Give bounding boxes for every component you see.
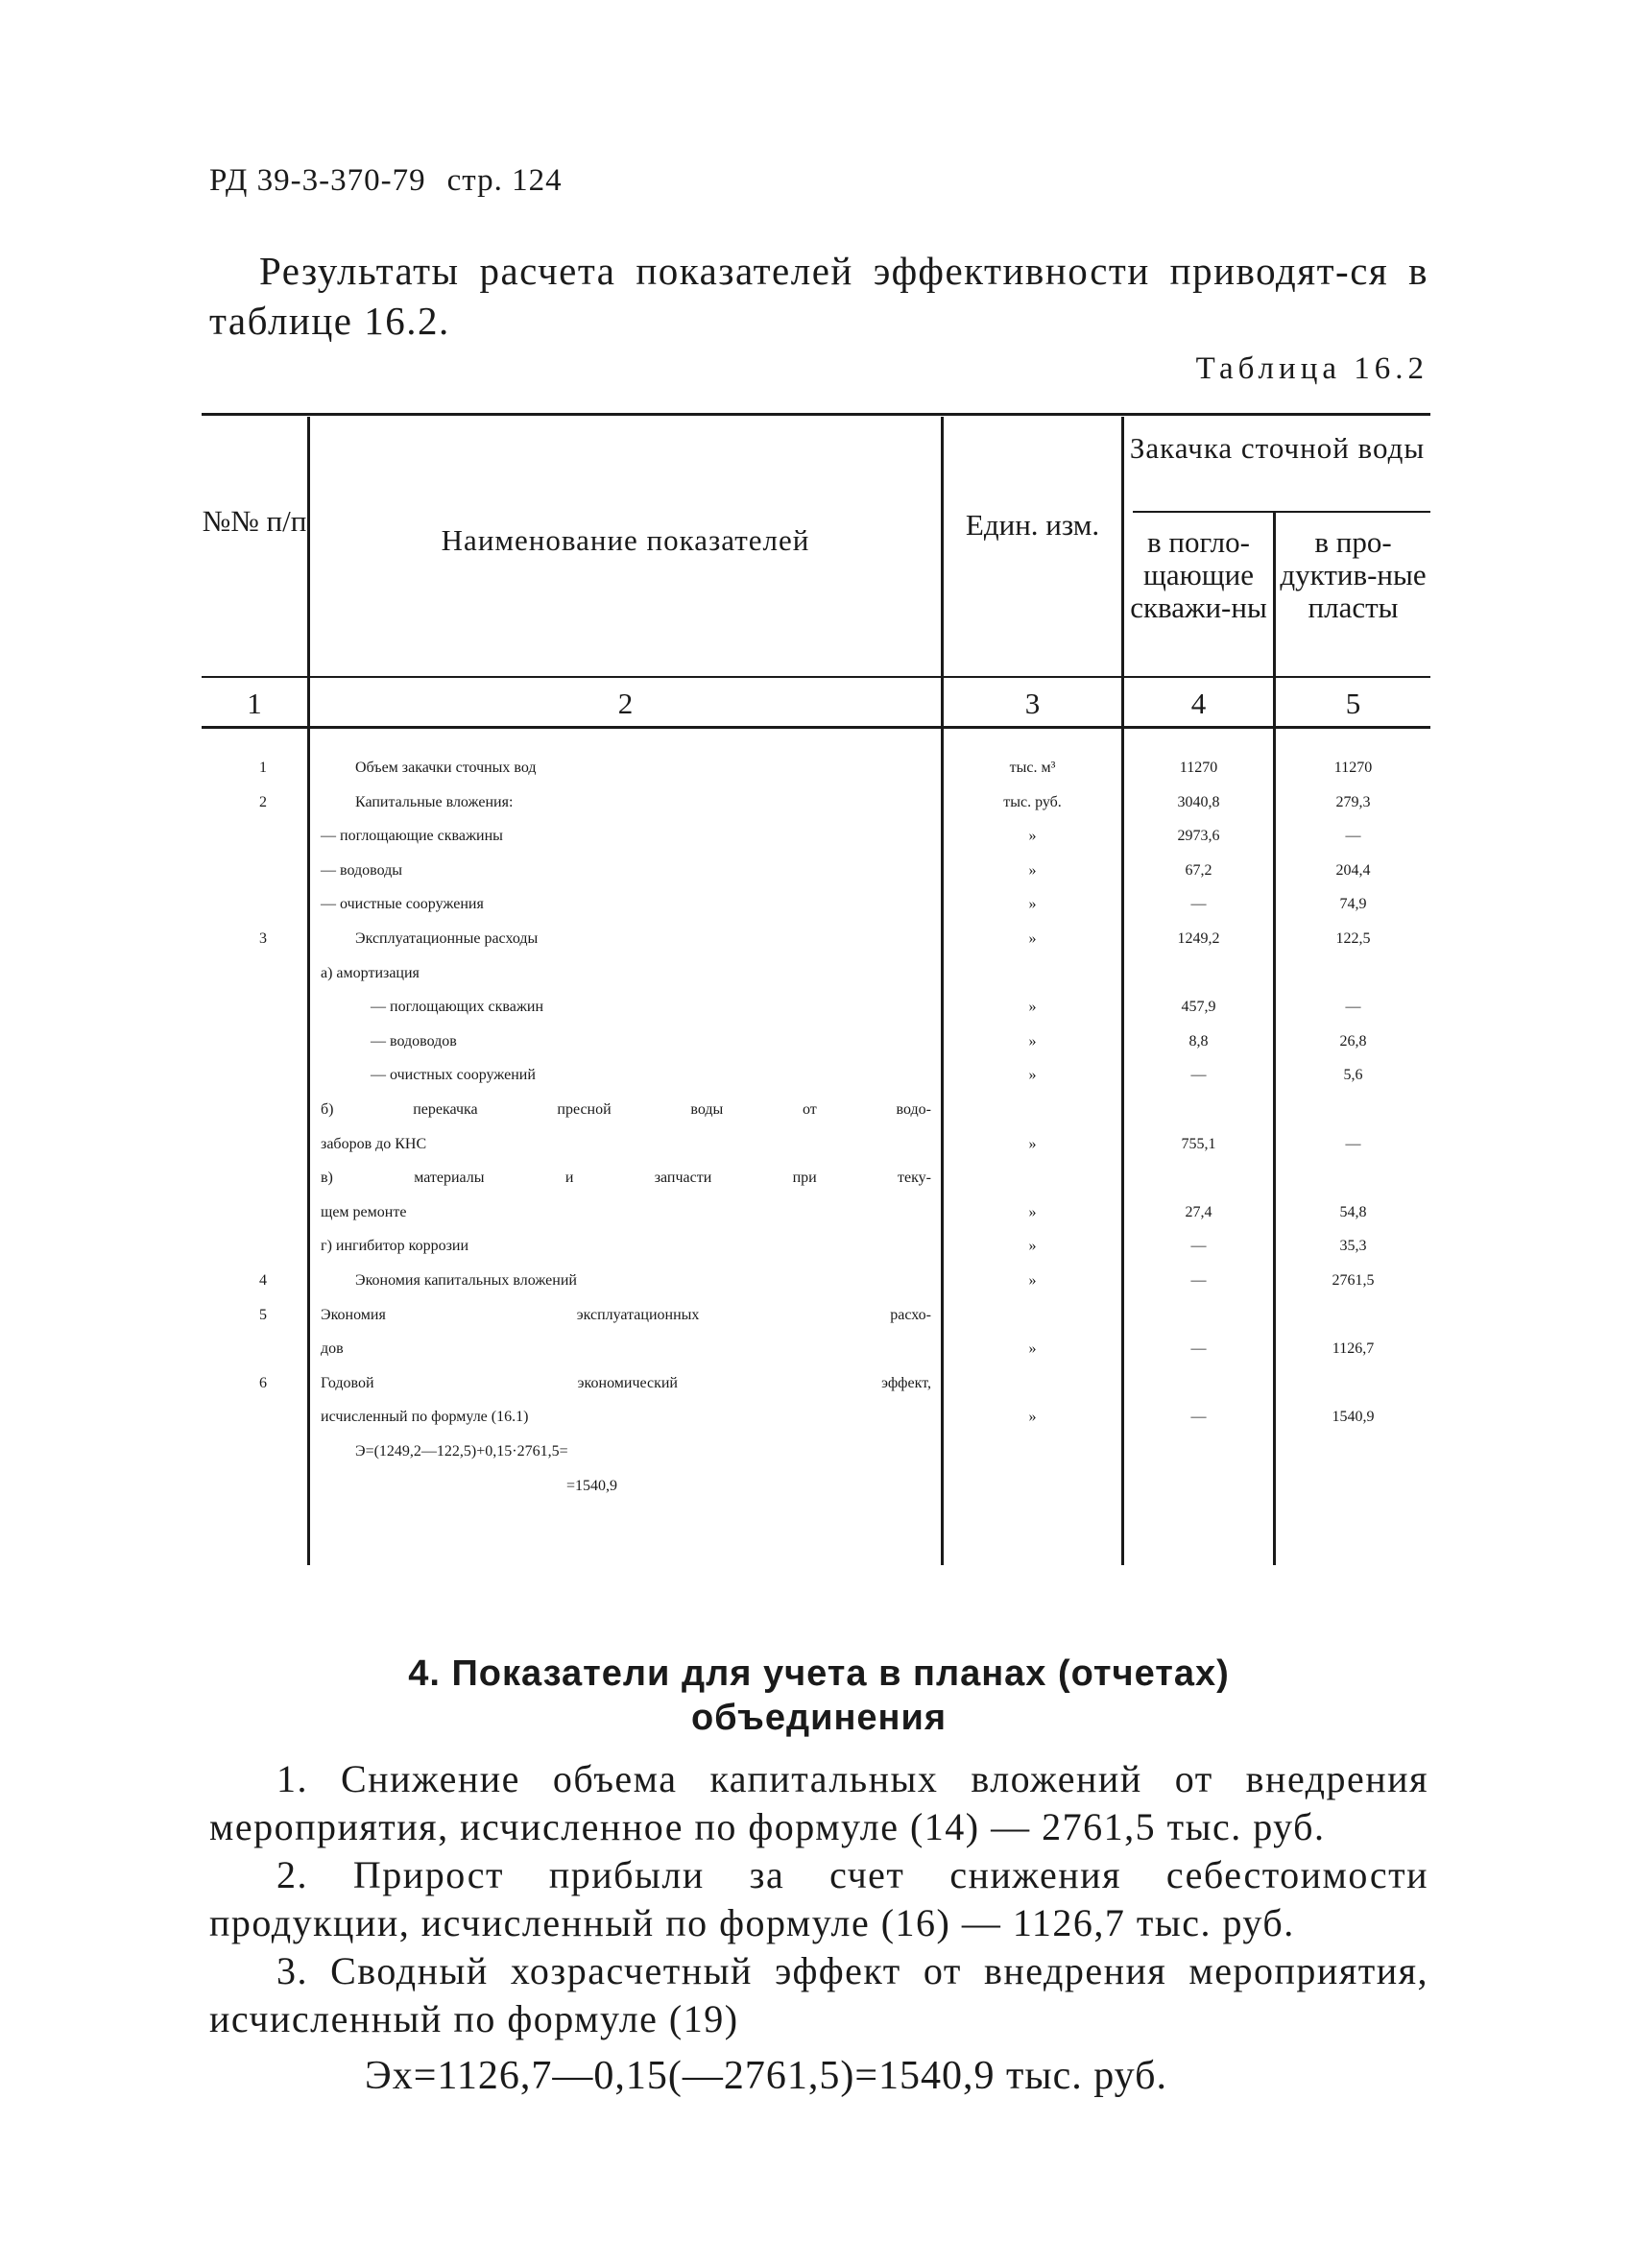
- section-title-line2: объединения: [690, 1698, 948, 1738]
- row-value-injection-wells: 1249,2: [1177, 930, 1220, 947]
- row-value-injection-wells: 3040,8: [1177, 793, 1220, 810]
- section-paragraph-2: 2. Прирост прибыли за счет снижения себестоимости продукции, исчисленный по формуле (16) — 1126,7 тыс. руб.: [209, 1853, 1428, 1944]
- table-row: [202, 1195, 1430, 1230]
- row-value-injection-wells: 8,8: [1188, 1032, 1209, 1050]
- table-row: [202, 819, 1430, 854]
- row-unit: »: [1028, 1340, 1037, 1358]
- header-num: №№ п/п: [202, 504, 307, 538]
- row-value-productive-layers: 204,4: [1335, 861, 1371, 879]
- section-heading: [209, 1652, 1428, 1740]
- table-row: [202, 956, 1430, 991]
- row-name: =1540,9: [566, 1477, 618, 1494]
- row-value-injection-wells: 755,1: [1181, 1135, 1216, 1152]
- row-unit: »: [1028, 896, 1037, 913]
- row-value-productive-layers: 1540,9: [1332, 1409, 1375, 1426]
- row-value-productive-layers: 74,9: [1339, 896, 1367, 913]
- row-value-productive-layers: —: [1345, 828, 1361, 845]
- table-row: [202, 854, 1430, 888]
- row-name: щем ремонте: [321, 1203, 407, 1220]
- table-caption: Таблица 16.2: [1195, 351, 1428, 386]
- row-name: исчисленный по формуле (16.1): [321, 1409, 529, 1426]
- row-unit: »: [1028, 930, 1037, 947]
- table-row: [202, 785, 1430, 820]
- table-row: [202, 990, 1430, 1025]
- table-row: [202, 1332, 1430, 1366]
- row-name: — водоводы: [321, 861, 402, 879]
- results-table: [202, 413, 1430, 1565]
- row-value-productive-layers: 54,8: [1339, 1203, 1367, 1220]
- row-name: в) материалы и запчасти при теку-: [321, 1170, 931, 1187]
- table-row: [202, 1366, 1430, 1401]
- row-number: 4: [259, 1272, 267, 1289]
- row-name: Годовой экономический эффект,: [321, 1374, 931, 1391]
- row-number: 5: [259, 1306, 267, 1323]
- row-unit: »: [1028, 1135, 1037, 1152]
- row-value-injection-wells: 27,4: [1185, 1203, 1212, 1220]
- row-value-productive-layers: 122,5: [1335, 930, 1371, 947]
- header-group: Закачка сточной воды: [1129, 431, 1426, 465]
- row-name: — водоводов: [371, 1032, 457, 1050]
- row-name: Э=(1249,2—122,5)+0,15·2761,5=: [355, 1443, 568, 1460]
- row-name: — поглощающие скважины: [321, 828, 503, 845]
- row-value-productive-layers: 5,6: [1343, 1067, 1363, 1084]
- colnum-4: 4: [1190, 687, 1207, 720]
- row-unit: »: [1028, 1032, 1037, 1050]
- row-name: дов: [321, 1340, 344, 1358]
- header-unit: Един. изм.: [965, 508, 1100, 542]
- row-unit: тыс. м³: [1009, 760, 1056, 776]
- page-number: стр. 124: [446, 163, 563, 198]
- table-row: [202, 1161, 1430, 1195]
- table-row: [202, 1469, 1430, 1504]
- row-value-injection-wells: 457,9: [1181, 999, 1216, 1016]
- colnum-2: 2: [617, 687, 634, 720]
- row-value-productive-layers: 11270: [1333, 760, 1373, 776]
- colnum-3: 3: [1024, 687, 1041, 720]
- doc-code: РД 39-3-370-79: [209, 163, 426, 198]
- row-number: 1: [259, 760, 267, 776]
- intro-paragraph: Результаты расчета показателей эффективности приводят-ся в таблице 16.2.: [209, 249, 1428, 343]
- row-value-productive-layers: 1126,7: [1332, 1340, 1375, 1358]
- row-value-injection-wells: —: [1190, 1067, 1207, 1084]
- row-value-productive-layers: 35,3: [1339, 1238, 1367, 1255]
- table-row: [202, 1127, 1430, 1162]
- row-unit: »: [1028, 1203, 1037, 1220]
- row-value-injection-wells: 11270: [1179, 760, 1218, 776]
- page-header: [209, 163, 563, 199]
- table-row: [202, 1298, 1430, 1333]
- header-name: Наименование показателей: [441, 523, 810, 557]
- row-name: Экономия капитальных вложений: [355, 1272, 577, 1289]
- section-title-line1: 4. Показатели для учета в планах (отчетах): [408, 1653, 1230, 1694]
- row-name: Капитальные вложения:: [355, 793, 514, 810]
- table-row: [202, 1093, 1430, 1127]
- table-top-rule: [202, 413, 1430, 416]
- row-value-injection-wells: —: [1190, 1340, 1207, 1358]
- table-row: [202, 1025, 1430, 1059]
- table-row: [202, 922, 1430, 956]
- row-unit: »: [1028, 999, 1037, 1016]
- row-value-productive-layers: —: [1345, 1135, 1361, 1152]
- row-value-injection-wells: 67,2: [1185, 861, 1212, 879]
- row-unit: »: [1028, 861, 1037, 879]
- table-row: [202, 1229, 1430, 1264]
- row-value-injection-wells: —: [1190, 1409, 1207, 1426]
- row-name: а) амортизация: [321, 964, 420, 981]
- row-name: — поглощающих скважин: [371, 999, 544, 1016]
- row-value-injection-wells: 2973,6: [1177, 828, 1220, 845]
- row-number: 6: [259, 1374, 267, 1391]
- table-row: [202, 1264, 1430, 1298]
- header-sub4: в погло-щающие скважи-ны: [1130, 525, 1267, 624]
- group-divider-rule: [1133, 511, 1430, 513]
- header-bottom-rule: [202, 676, 1430, 678]
- section-paragraph-1: 1. Снижение объема капитальных вложений от внедрения мероприятия, исчисленное по формуле (14) — 2761,5 тыс. руб.: [209, 1757, 1428, 1848]
- colnum-1: 1: [247, 687, 262, 720]
- header-sub5: в про-дуктив-ные пласты: [1280, 525, 1427, 624]
- row-value-injection-wells: —: [1190, 1238, 1207, 1255]
- row-unit: »: [1028, 1238, 1037, 1255]
- colnum-bottom-rule: [202, 726, 1430, 729]
- summary-formula: Эх=1126,7—0,15(—2761,5)=1540,9 тыс. руб.: [365, 2054, 1167, 2098]
- table-row: [202, 1435, 1430, 1469]
- row-number: 3: [259, 930, 267, 947]
- row-name: — очистных сооружений: [371, 1067, 536, 1084]
- row-value-productive-layers: 26,8: [1339, 1032, 1367, 1050]
- row-unit: »: [1028, 1409, 1037, 1426]
- row-value-productive-layers: 279,3: [1335, 793, 1371, 810]
- row-unit: »: [1028, 1272, 1037, 1289]
- table-row: [202, 887, 1430, 922]
- row-name: Экономия эксплуатационных расхо-: [321, 1306, 931, 1323]
- row-name: Эксплуатационные расходы: [355, 930, 539, 947]
- table-row: [202, 1058, 1430, 1093]
- row-value-productive-layers: —: [1345, 999, 1361, 1016]
- table-row: [202, 1400, 1430, 1435]
- row-name: Объем закачки сточных вод: [355, 760, 537, 776]
- row-name: б) перекачка пресной воды от водо-: [321, 1101, 931, 1118]
- row-name: г) ингибитор коррозии: [321, 1238, 469, 1255]
- row-value-injection-wells: —: [1190, 1272, 1207, 1289]
- section-paragraph-3: 3. Сводный хозрасчетный эффект от внедрения мероприятия, исчисленный по формуле (19): [209, 1949, 1428, 2040]
- row-unit: тыс. руб.: [1003, 793, 1062, 810]
- row-unit: »: [1028, 1067, 1037, 1084]
- row-name: — очистные сооружения: [321, 896, 484, 913]
- row-value-injection-wells: —: [1190, 896, 1207, 913]
- row-value-productive-layers: 2761,5: [1332, 1272, 1375, 1289]
- row-unit: »: [1028, 828, 1037, 845]
- row-number: 2: [259, 793, 267, 810]
- colnum-5: 5: [1345, 687, 1361, 720]
- table-row: [202, 751, 1430, 785]
- row-name: заборов до КНС: [321, 1135, 427, 1152]
